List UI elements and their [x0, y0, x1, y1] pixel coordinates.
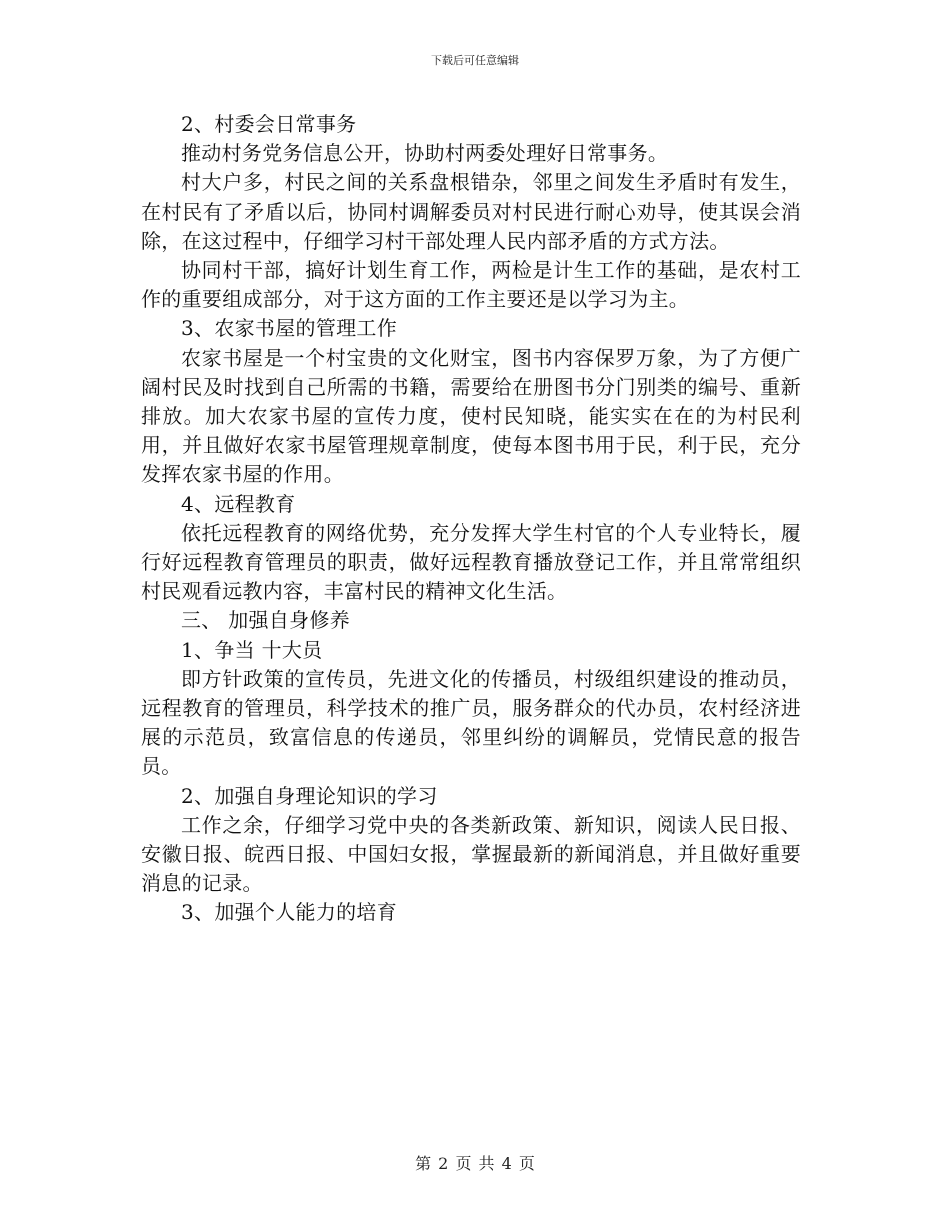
paragraph: 农家书屋是一个村宝贵的文化财宝，图书内容保罗万象，为了方便广阔村民及时找到自己所需的书籍，需要给在册图书分门别类的编号、重新排放。加大农家书屋的宣传力度，使村民知晓，能实实在在的为村民利用，并且做好农家书屋管理规章制度，使每本图书用于民，利于民，充分发挥农家书屋的作用。 — [141, 345, 801, 487]
paragraph: 推动村务党务信息公开，协助村两委处理好日常事务。 — [181, 141, 669, 166]
document-body — [141, 110, 801, 928]
section-heading: 1、争当 十大员 — [181, 637, 323, 662]
section-heading: 4、远程教育 — [181, 491, 296, 516]
paragraph: 协同村干部，搞好计划生育工作，两检是计生工作的基础，是农村工作的重要组成部分，对于这方面的工作主要还是以学习为主。 — [141, 258, 801, 312]
paragraph: 工作之余，仔细学习党中央的各类新政策、新知识，阅读人民日报、安徽日报、皖西日报、中国妇女报，掌握最新的新闻消息，并且做好重要消息的记录。 — [141, 812, 801, 896]
paragraph: 即方针政策的宣传员，先进文化的传播员，村级组织建设的推动员，远程教育的管理员，科学技术的推广员，服务群众的代办员，农村经济进展的示范员，致富信息的传递员，邻里纠纷的调解员，党情民意的报告员。 — [141, 666, 801, 779]
page-footer: 第 2 页 共 4 页 — [415, 1154, 535, 1173]
paragraph: 依托远程教育的网络优势，充分发挥大学生村官的个人专业特长，履行好远程教育管理员的职责，做好远程教育播放登记工作，并且常常组织村民观看远教内容，丰富村民的精神文化生活。 — [141, 520, 801, 604]
paragraph: 村大户多，村民之间的关系盘根错杂，邻里之间发生矛盾时有发生，在村民有了矛盾以后，协同村调解委员对村民进行耐心劝导，使其误会消除，在这过程中，仔细学习村干部处理人民内部矛盾的方式方法。 — [141, 170, 801, 253]
section-heading: 2、村委会日常事务 — [181, 112, 357, 136]
section-heading: 2、加强自身理论知识的学习 — [181, 783, 438, 808]
section-heading: 3、农家书屋的管理工作 — [181, 316, 398, 341]
page-header: 下载后可任意编辑 — [431, 54, 519, 67]
section-heading: 3、加强个人能力的培育 — [181, 900, 398, 925]
section-heading: 三、 加强自身修养 — [181, 608, 351, 633]
